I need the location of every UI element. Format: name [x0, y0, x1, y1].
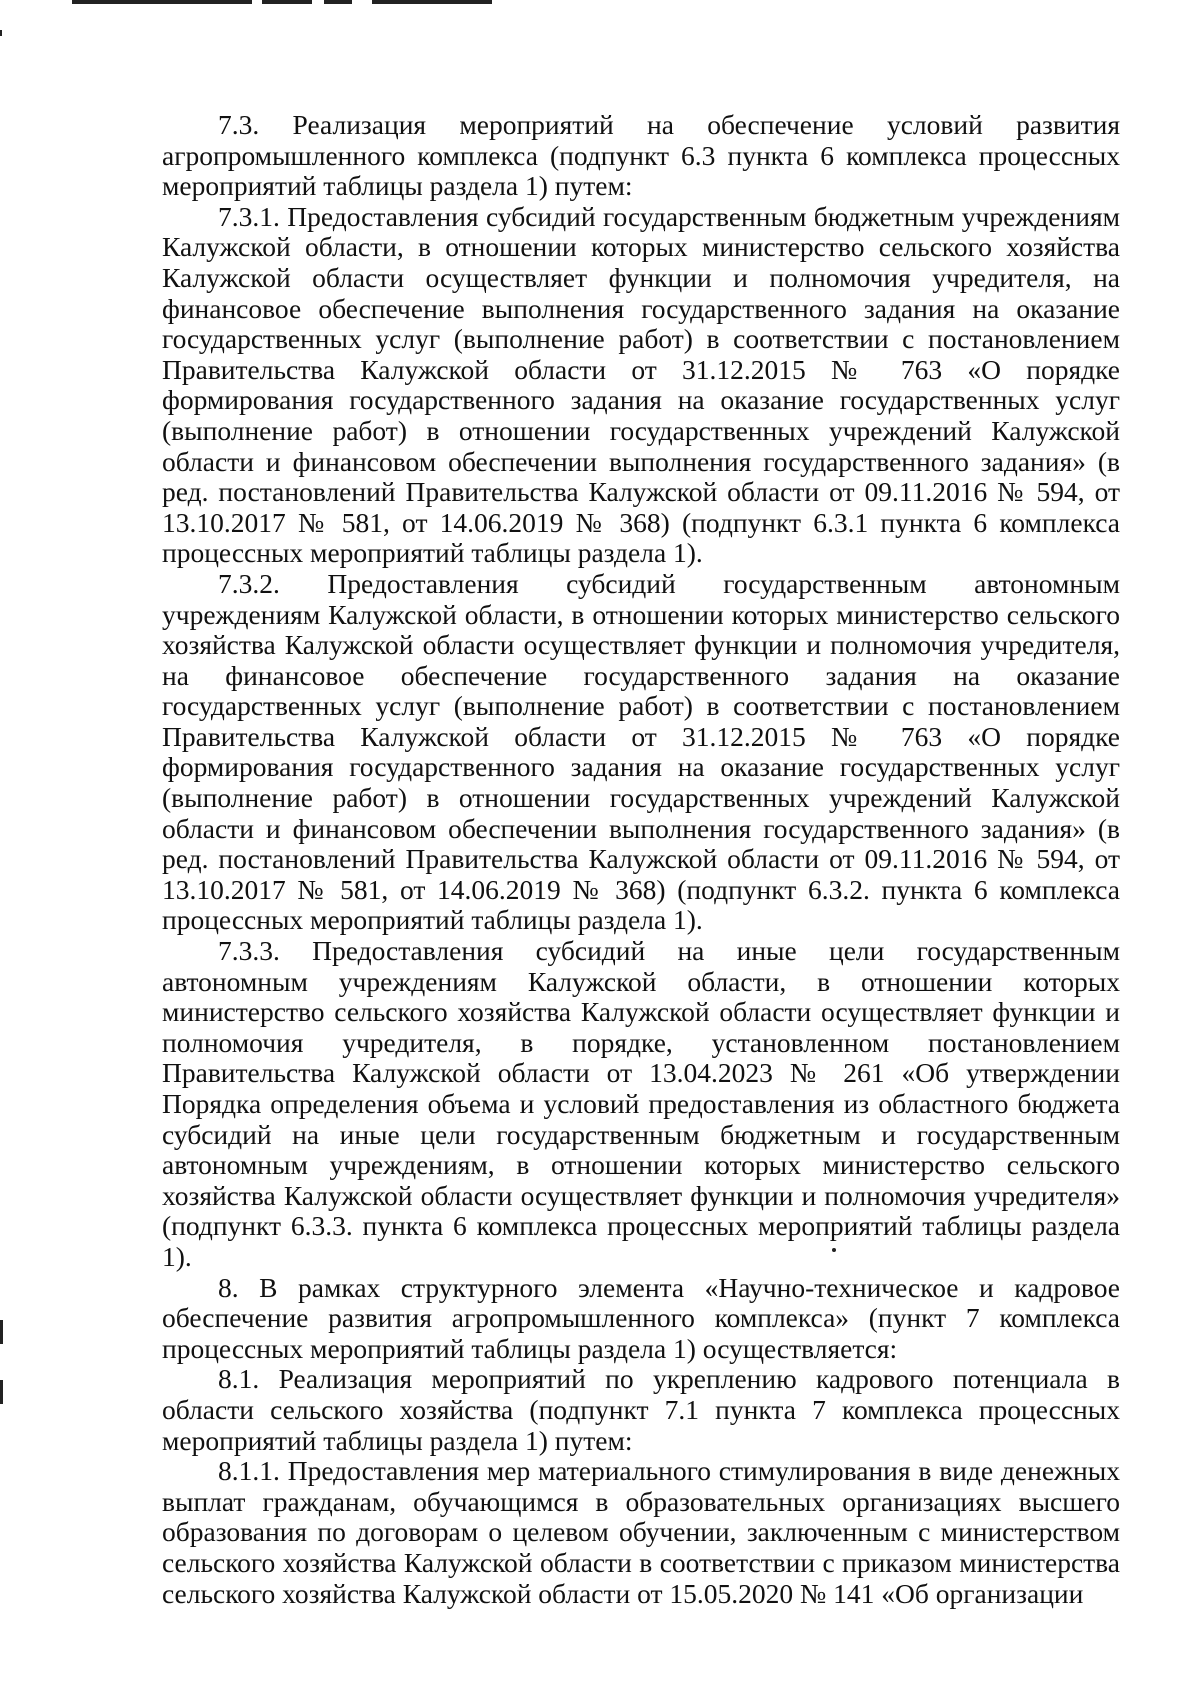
paragraph-8-1-1: 8.1.1. Предоставления мер материального стимулирования в виде денежных выплат гражданам, обучающимся в образовательных организациях высшего образования по договорам о целевом обучении, заключенным с министерством сельского хозяйства Калужской области в соответствии с приказом министерства сельского хозяйства Калужской области от 15.05.2020 № 141 «Об организации: [162, 1455, 1120, 1609]
scan-artifact-top-line: [72, 0, 492, 4]
paragraph-8-1: 8.1. Реализация мероприятий по укреплению кадрового потенциала в области сельского хозяйства (подпункт 7.1 пункта 7 комплекса процессных мероприятий таблицы раздела 1) путем:: [162, 1363, 1120, 1456]
scan-artifact-mark: [0, 1320, 3, 1344]
paragraph-7-3-2: 7.3.2. Предоставления субсидий государственным автономным учреждениям Калужской области, в отношении которых министерство сельского хозяйства Калужской области осуществляет функции и полномочия учредителя, на финансовое обеспечение государственного задания на оказание государственных услуг (выполнение работ) в соответствии с постановлением Правительства Калужской области от 31.12.2015 № 763 «О порядке формирования государственного задания на оказание государственных услуг (выполнение работ) в отношении государственных учреждений Калужской области и финансовом обеспечении выполнения государственного задания» (в ред. постановлений Правительства Калужской области от 09.11.2016 № 594, от 13.10.2017 № 581, от 14.06.2019 № 368) (подпункт 6.3.2. пункта 6 комплекса процессных мероприятий таблицы раздела 1).: [162, 567, 1120, 936]
scan-artifact-mark: [0, 1380, 3, 1404]
paragraph-8: 8. В рамках структурного элемента «Научно-техническое и кадровое обеспечение развития агропромышленного комплекса» (пункт 7 комплекса процессных мероприятий таблицы раздела 1) осуществляется:: [162, 1271, 1120, 1364]
paragraph-7-3: 7.3. Реализация мероприятий на обеспечение условий развития агропромышленного комплекса (подпункт 6.3 пункта 6 комплекса процессных мероприятий таблицы раздела 1) путем:: [162, 109, 1120, 202]
scan-artifact-mark: [0, 30, 2, 36]
document-body: [162, 110, 1120, 1609]
paragraph-7-3-3: 7.3.3. Предоставления субсидий на иные цели государственным автономным учреждениям Калужской области, в отношении которых министерство сельского хозяйства Калужской области осуществляет функции и полномочия учредителя, в порядке, установленном постановлением Правительства Калужской области от 13.04.2023 № 261 «Об утверждении Порядка определения объема и условий предоставления из областного бюджета субсидий на иные цели государственным бюджетным и государственным автономным учреждениям, в отношении которых министерство сельского хозяйства Калужской области осуществляет функции и полномочия учредителя» (подпункт 6.3.3. пункта 6 комплекса процессных мероприятий таблицы раздела 1).: [162, 935, 1120, 1272]
paragraph-7-3-1: 7.3.1. Предоставления субсидий государственным бюджетным учреждениям Калужской области, в отношении которых министерство сельского хозяйства Калужской области осуществляет функции и полномочия учредителя, на финансовое обеспечение выполнения государственного задания на оказание государственных услуг (выполнение работ) в соответствии с постановлением Правительства Калужской области от 31.12.2015 № 763 «О порядке формирования государственного задания на оказание государственных услуг (выполнение работ) в отношении государственных учреждений Калужской области и финансовом обеспечении выполнения государственного задания» (в ред. постановлений Правительства Калужской области от 09.11.2016 № 594, от 13.10.2017 № 581, от 14.06.2019 № 368) (подпункт 6.3.1 пункта 6 комплекса процессных мероприятий таблицы раздела 1).: [162, 200, 1120, 569]
